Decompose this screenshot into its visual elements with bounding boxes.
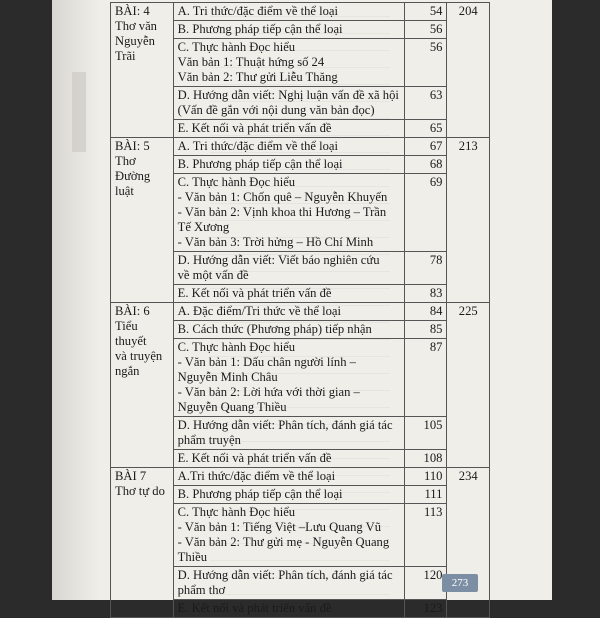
section-entry <box>173 174 404 252</box>
lesson-title-line: Thơ văn <box>115 19 157 33</box>
lesson-end-page: 204 <box>447 3 490 138</box>
section-entry <box>173 504 404 567</box>
section-entry <box>173 138 404 156</box>
section-entry-line: Văn bản 2: Thư gửi Liễu Thăng <box>177 70 338 84</box>
section-entry-line: - Văn bản 2: Lời hứa với thời gian – <box>177 385 360 399</box>
section-entry <box>173 468 404 486</box>
section-entry-line: A. Đặc điểm/Tri thức về thể loại <box>177 304 342 318</box>
section-page-number: 113 <box>404 504 447 567</box>
section-page-number: 108 <box>404 450 447 468</box>
lesson-title <box>111 303 174 468</box>
section-entry-line: A. Tri thức/đặc điểm về thể loại <box>177 139 338 153</box>
lesson-title-line: Thơ tự do <box>115 484 165 498</box>
section-entry <box>173 21 404 39</box>
section-entry <box>173 252 404 285</box>
section-page-number: 54 <box>404 3 447 21</box>
table-row <box>111 303 490 321</box>
section-entry-line: C. Thực hành Đọc hiểu <box>177 175 296 189</box>
lesson-end-page: 234 <box>447 468 490 618</box>
section-entry <box>173 120 404 138</box>
section-entry-line: (Vấn đề gắn với nội dung văn bản đọc) <box>177 103 375 117</box>
page-tab-marker <box>72 72 86 152</box>
section-page-number: 120 <box>404 567 447 600</box>
section-page-number: 87 <box>404 339 447 417</box>
section-page-number: 110 <box>404 468 447 486</box>
lesson-title-line: Tiểu thuyết <box>115 319 147 348</box>
section-page-number: 67 <box>404 138 447 156</box>
section-entry <box>173 321 404 339</box>
section-entry <box>173 285 404 303</box>
section-entry-line: B. Phương pháp tiếp cận thể loại <box>177 157 343 171</box>
section-entry <box>173 303 404 321</box>
lesson-title <box>111 3 174 138</box>
lesson-title <box>111 138 174 303</box>
section-entry-line: - Văn bản 1: Dấu chân người lính – <box>177 355 356 369</box>
section-entry <box>173 156 404 174</box>
section-page-number: 56 <box>404 39 447 87</box>
section-entry <box>173 567 404 600</box>
section-entry-line: - Văn bản 2: Vịnh khoa thi Hương – Trần Tế Xương <box>177 205 387 234</box>
section-entry-line: E. Kết nối và phát triển vấn đề <box>177 286 332 300</box>
section-entry-line: E. Kết nối và phát triển vấn đề <box>177 601 332 615</box>
lesson-title-line: Nguyễn <box>115 34 155 48</box>
section-page-number: 123 <box>404 600 447 618</box>
section-page-number: 85 <box>404 321 447 339</box>
section-entry-line: - Văn bản 2: Thư gửi mẹ - Nguyễn Quang Thiều <box>177 535 390 564</box>
section-page-number: 84 <box>404 303 447 321</box>
section-page-number: 68 <box>404 156 447 174</box>
section-entry-line: B. Phương pháp tiếp cận thể loại <box>177 487 343 501</box>
section-page-number: 69 <box>404 174 447 252</box>
section-page-number: 56 <box>404 21 447 39</box>
table-of-contents <box>110 2 490 618</box>
section-page-number: 83 <box>404 285 447 303</box>
section-entry-line: A.Tri thức/đặc điểm về thể loại <box>177 469 336 483</box>
section-entry-line: Nguyễn Minh Châu <box>177 370 278 384</box>
section-entry <box>173 39 404 87</box>
section-entry-line: - Văn bản 1: Tiếng Việt –Lưu Quang Vũ <box>177 520 381 534</box>
section-entry-line: A. Tri thức/đặc điểm về thể loại <box>177 4 338 18</box>
table-row <box>111 468 490 486</box>
table-row <box>111 138 490 156</box>
section-entry-line: D. Hướng dẫn viết: Nghị luận vấn đề xã hội <box>177 88 399 102</box>
section-entry <box>173 3 404 21</box>
section-page-number: 78 <box>404 252 447 285</box>
section-entry-line: phẩm truyện <box>177 433 241 447</box>
lesson-title-line: BÀI 7 <box>115 469 147 483</box>
section-page-number: 105 <box>404 417 447 450</box>
section-page-number: 111 <box>404 486 447 504</box>
section-entry-line: E. Kết nối và phát triển vấn đề <box>177 451 332 465</box>
section-entry-line: D. Hướng dẫn viết: Viết báo nghiên cứu <box>177 253 380 267</box>
section-entry-line: C. Thực hành Đọc hiểu <box>177 40 296 54</box>
section-entry-line: C. Thực hành Đọc hiểu <box>177 340 296 354</box>
section-entry-line: C. Thực hành Đọc hiểu <box>177 505 296 519</box>
section-entry-line: Nguyễn Quang Thiều <box>177 400 287 414</box>
lesson-title <box>111 468 174 618</box>
section-entry <box>173 450 404 468</box>
section-entry-line: D. Hướng dẫn viết: Phân tích, đánh giá tác <box>177 568 393 582</box>
section-entry-line: Văn bản 1: Thuật hứng số 24 <box>177 55 325 69</box>
lesson-end-page: 225 <box>447 303 490 468</box>
page-number: 273 <box>442 574 478 592</box>
lesson-title-line: BÀI: 5 <box>115 139 150 153</box>
section-entry-line: - Văn bản 1: Chốn quê – Nguyễn Khuyến <box>177 190 388 204</box>
lesson-title-line: và truyện <box>115 349 163 363</box>
lesson-title-line: Trãi <box>115 49 136 63</box>
section-page-number: 65 <box>404 120 447 138</box>
section-entry <box>173 339 404 417</box>
section-entry <box>173 87 404 120</box>
section-entry-line: - Văn bản 3: Trời hửng – Hồ Chí Minh <box>177 235 374 249</box>
section-entry-line: D. Hướng dẫn viết: Phân tích, đánh giá tác <box>177 418 393 432</box>
section-entry-line: phẩm thơ <box>177 583 226 597</box>
section-entry <box>173 600 404 618</box>
lesson-title-line: BÀI: 4 <box>115 4 150 18</box>
table-row <box>111 3 490 21</box>
lesson-title-line: ngắn <box>115 364 140 378</box>
section-page-number: 63 <box>404 87 447 120</box>
lesson-title-line: luật <box>115 184 134 198</box>
section-entry-line: B. Phương pháp tiếp cận thể loại <box>177 22 343 36</box>
section-entry-line: B. Cách thức (Phương pháp) tiếp nhận <box>177 322 372 336</box>
lesson-end-page: 213 <box>447 138 490 303</box>
section-entry <box>173 486 404 504</box>
section-entry-line: E. Kết nối và phát triển vấn đề <box>177 121 332 135</box>
section-entry <box>173 417 404 450</box>
lesson-title-line: BÀI: 6 <box>115 304 150 318</box>
section-entry-line: về một vấn đề <box>177 268 249 282</box>
lesson-title-line: Thơ Đường <box>115 154 151 183</box>
